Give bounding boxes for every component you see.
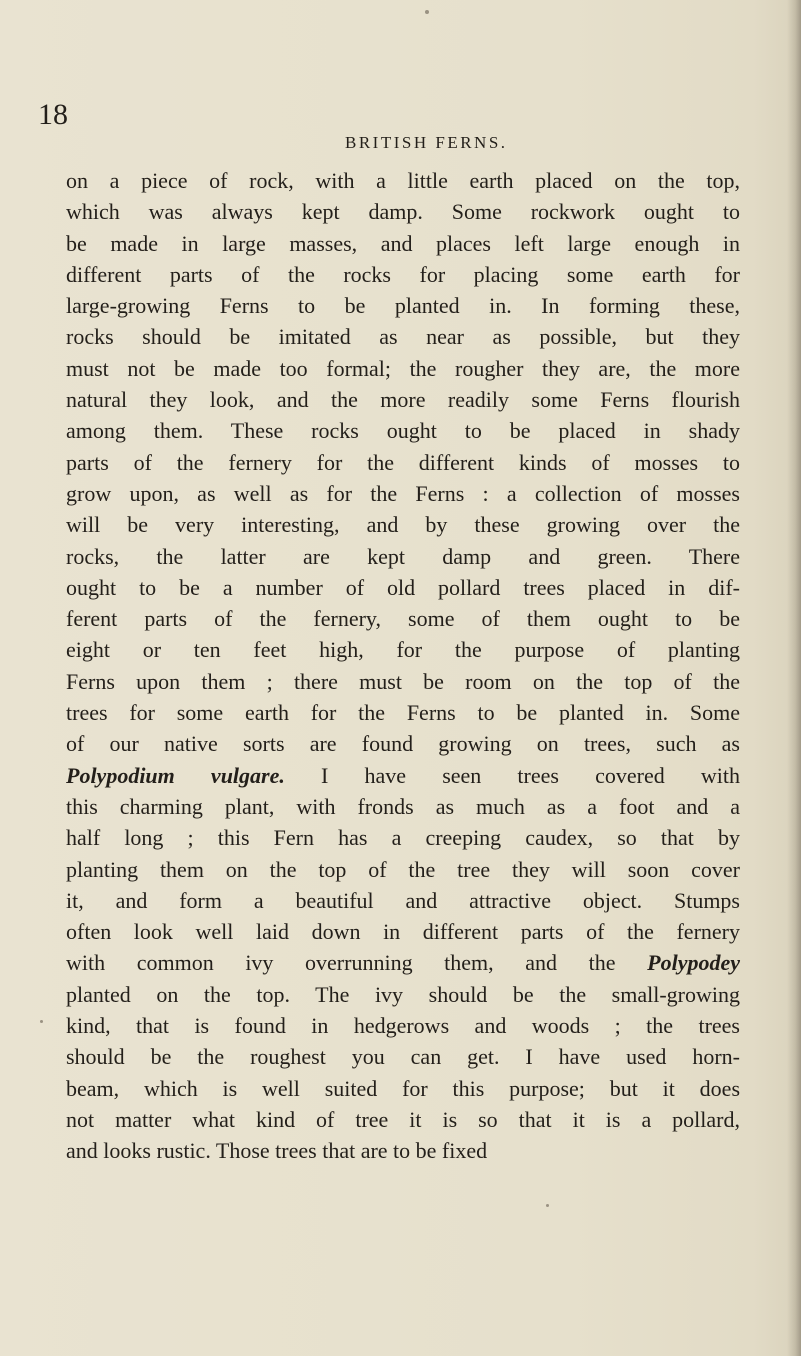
text-line: must not be made too formal; the rougher they are, the more (66, 355, 740, 381)
text-line: planting them on the top of the tree they will soon cover (66, 856, 740, 882)
text-fragment: I have seen trees covered with (321, 762, 740, 788)
text-line: often look well laid down in different parts of the fernery (66, 919, 740, 945)
text-line: natural they look, and the more readily some Ferns flourish (66, 387, 740, 413)
text-line: grow upon, as well as for the Ferns : a collection of mosses (66, 480, 740, 506)
italic-plant-name: Polypodey (647, 950, 740, 976)
paper-speck (425, 10, 429, 14)
text-line: kind, that is found in hedgerows and woods ; the trees (66, 1013, 740, 1039)
text-fragment: with common ivy overrunning them, and the (66, 950, 616, 976)
text-line: it, and form a beautiful and attractive object. Stumps (66, 887, 740, 913)
paper-speck (40, 1020, 43, 1023)
text-line: large-growing Ferns to be planted in. In forming these, (66, 293, 740, 319)
text-line: which was always kept damp. Some rockwork ought to (66, 199, 740, 225)
italic-species-name: Polypodium vulgare. (66, 762, 285, 788)
text-line: ferent parts of the fernery, some of them ought to be (66, 606, 740, 632)
text-line: trees for some earth for the Ferns to be planted in. Some (66, 700, 740, 726)
text-line: among them. These rocks ought to be placed in shady (66, 418, 740, 444)
running-head: BRITISH FERNS. (345, 133, 508, 152)
paper-speck (546, 1204, 549, 1207)
text-line: Ferns upon them ; there must be room on the top of the (66, 668, 740, 694)
text-line: planted on the top. The ivy should be the small-growing (66, 981, 740, 1007)
page-number: 18 (38, 98, 68, 131)
text-line: and looks rustic. Those trees that are to be fixed (66, 1138, 488, 1164)
text-line: should be the roughest you can get. I have used horn- (66, 1044, 740, 1070)
text-line: parts of the fernery for the different kinds of mosses to (66, 449, 740, 475)
text-line: different parts of the rocks for placing some earth for (66, 261, 740, 287)
text-line: be made in large masses, and places left large enough in (66, 230, 740, 256)
text-line: of our native sorts are found growing on trees, such as (66, 731, 740, 757)
body-text (66, 165, 740, 1167)
text-line: eight or ten feet high, for the purpose of planting (66, 637, 740, 663)
text-line-with-italic (66, 760, 740, 791)
text-line: ought to be a number of old pollard trees placed in dif- (66, 574, 740, 600)
text-line: not matter what kind of tree it is so that it is a pollard, (66, 1106, 740, 1132)
text-line: beam, which is well suited for this purpose; but it does (66, 1075, 740, 1101)
page-edge-shadow (787, 0, 801, 1356)
text-line: rocks, the latter are kept damp and green. There (66, 543, 740, 569)
text-line: this charming plant, with fronds as much as a foot and a (66, 793, 740, 819)
text-line: half long ; this Fern has a creeping caudex, so that by (66, 825, 740, 851)
text-line-with-italic (66, 947, 740, 978)
text-line: rocks should be imitated as near as possible, but they (66, 324, 740, 350)
text-line: on a piece of rock, with a little earth placed on the top, (66, 168, 740, 193)
text-line: will be very interesting, and by these growing over the (66, 512, 740, 538)
